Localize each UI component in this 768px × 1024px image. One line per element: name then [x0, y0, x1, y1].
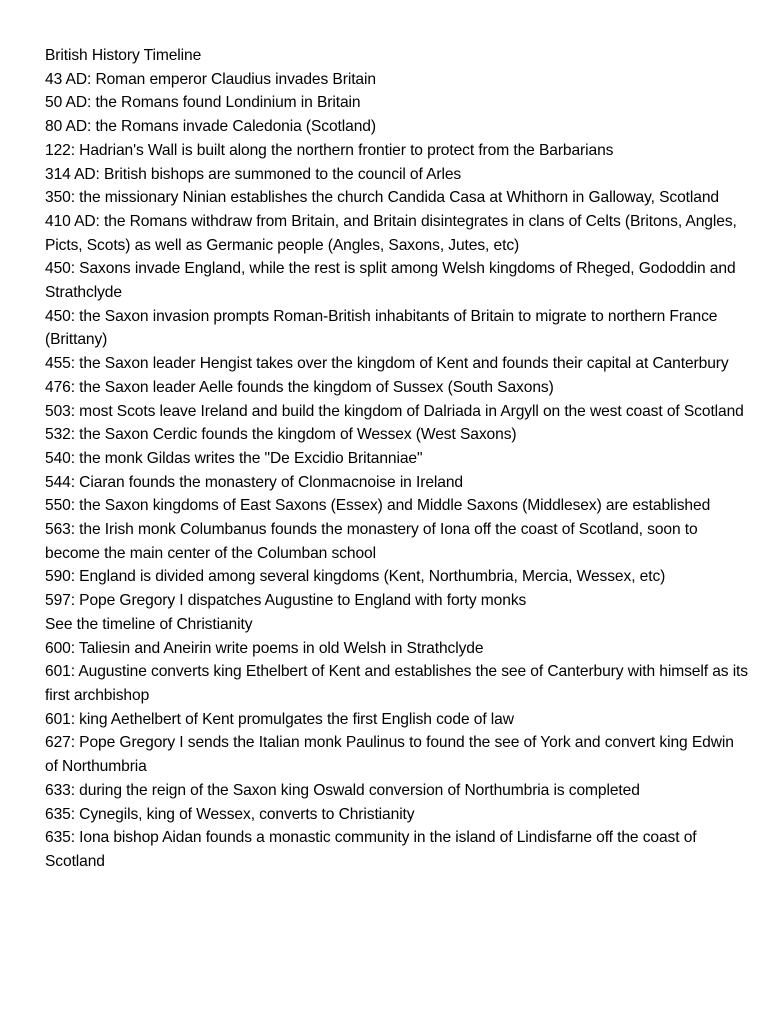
timeline-entry: 601: Augustine converts king Ethelbert of Kent and establishes the see of Canterbury with himself as its first archbishop: [45, 663, 748, 704]
timeline-entry: 563: the Irish monk Columbanus founds the monastery of Iona off the coast of Scotland, soon to become the main center of the Columban school: [45, 521, 698, 562]
timeline-entry: 503: most Scots leave Ireland and build the kingdom of Dalriada in Argyll on the west coast of Scotland: [45, 402, 744, 420]
timeline-entry: 314 AD: British bishops are summoned to the council of Arles: [45, 165, 462, 183]
timeline-entry: 627: Pope Gregory I sends the Italian monk Paulinus to found the see of York and convert king Edwin of Northumbria: [45, 734, 734, 776]
timeline-entry: 50 AD: the Romans found Londinium in Britain: [45, 94, 361, 112]
timeline-entry: 635: Cynegils, king of Wessex, converts to Christianity: [45, 805, 415, 823]
timeline-entry: 597: Pope Gregory I dispatches Augustine to England with forty monks: [45, 592, 527, 610]
timeline-entry: 532: the Saxon Cerdic founds the kingdom of Wessex (West Saxons): [45, 426, 517, 444]
timeline-entry: 43 AD: Roman emperor Claudius invades Britain: [45, 70, 376, 88]
timeline-cross-reference: See the timeline of Christianity: [45, 615, 253, 633]
document-page: [45, 44, 748, 874]
timeline-entry: 550: the Saxon kingdoms of East Saxons (Essex) and Middle Saxons (Middlesex) are established: [45, 497, 711, 515]
timeline-entry: 80 AD: the Romans invade Caledonia (Scotland): [45, 118, 376, 136]
document-title: British History Timeline: [45, 47, 202, 64]
timeline-entry: 350: the missionary Ninian establishes the church Candida Casa at Whithorn in Galloway, Scotland: [45, 189, 719, 207]
timeline-entry: 410 AD: the Romans withdraw from Britain, and Britain disintegrates in clans of Celts (Britons, Angles, Picts, Scots) as well as Germanic people (Angles, Saxons, Jutes, etc): [45, 212, 737, 254]
timeline-entry: 635: Iona bishop Aidan founds a monastic community in the island of Lindisfarne off the coast of Scotland: [45, 829, 697, 870]
timeline-entry: 633: during the reign of the Saxon king Oswald conversion of Northumbria is completed: [45, 781, 640, 799]
timeline-entry: 600: Taliesin and Aneirin write poems in old Welsh in Strathclyde: [45, 639, 484, 657]
timeline-entry: 601: king Aethelbert of Kent promulgates the first English code of law: [45, 710, 514, 728]
timeline-entry: 450: Saxons invade England, while the rest is split among Welsh kingdoms of Rheged, Gododdin and Strathclyde: [45, 260, 736, 302]
timeline-entry: 450: the Saxon invasion prompts Roman-British inhabitants of Britain to migrate to northern France (Brittany): [45, 307, 718, 349]
timeline-entry: 476: the Saxon leader Aelle founds the kingdom of Sussex (South Saxons): [45, 378, 554, 396]
timeline-entry: 455: the Saxon leader Hengist takes over the kingdom of Kent and founds their capital at Canterbury: [45, 355, 729, 373]
timeline-entry: 590: England is divided among several kingdoms (Kent, Northumbria, Mercia, Wessex, etc): [45, 568, 666, 586]
timeline-entry: 540: the monk Gildas writes the "De Excidio Britanniae": [45, 449, 423, 467]
timeline-entry: 544: Ciaran founds the monastery of Clonmacnoise in Ireland: [45, 473, 463, 491]
timeline-entry: 122: Hadrian's Wall is built along the northern frontier to protect from the Barbarians: [45, 141, 614, 159]
